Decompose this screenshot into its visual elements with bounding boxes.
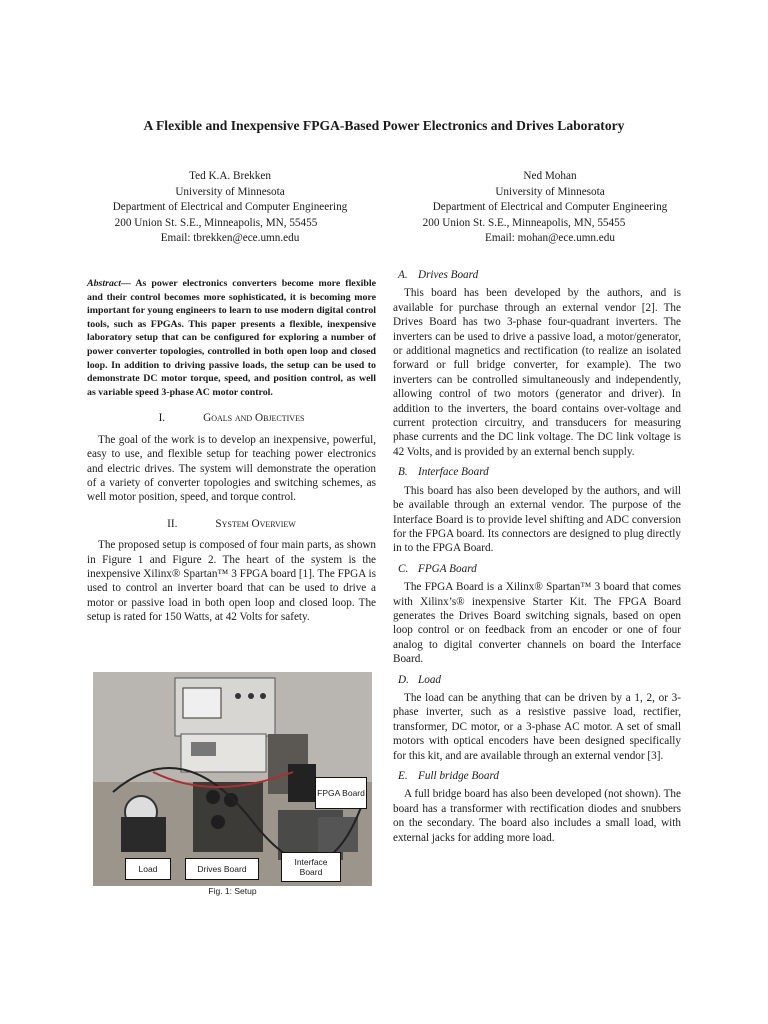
subsection-body-c: The FPGA Board is a Xilinx® Spartan™ 3 board that comes with Xilinx’s® inexpensive Starter Kit. The FPGA Board generates the Drives Board switching signals, based on open loop control or on feedback from an encoder or one of four analog to digital converter channels on board the Interface Board. (393, 581, 681, 666)
subsection-heading-e (398, 769, 681, 783)
subsection-letter: C. (398, 562, 409, 575)
label-fpga-board: FPGA Board (315, 777, 367, 809)
section-heading-1 (87, 411, 376, 425)
figure-caption: Fig. 1: Setup (208, 886, 257, 896)
left-column (87, 277, 376, 625)
subsection-heading-a (398, 268, 681, 282)
section-body-2: The proposed setup is composed of four main parts, as shown in Figure 1 and Figure 2. The heart of the system is the inexpensive Xilinx® Spartan™ 3 FPGA board [1]. The FPGA is used to control an inverter board that can be used to drive a motor or passive load in both open loop and closed loop. The setup is rated for 150 Watts, at 42 Volts for safety. (87, 539, 376, 624)
subsection-letter: A. (398, 269, 408, 281)
author-email: Email: mohan@ece.umn.edu (485, 232, 615, 245)
abstract-label: Abstract— (87, 278, 131, 289)
author-address: 200 Union St. S.E., Minneapolis, MN, 55455 (422, 216, 626, 229)
subsection-heading-d (398, 673, 681, 687)
paper-title: A Flexible and Inexpensive FPGA-Based Power Electronics and Drives Laboratory (143, 118, 625, 133)
subsection-heading-b (398, 465, 681, 479)
subsection-title: FPGA Board (418, 562, 477, 575)
subsection-body-a: This board has been developed by the authors, and is available for purchase through an external vendor [2]. The Drives Board has two 3-phase four-quadrant inverters. The inverters can be used to drive a passive load, a motor/generator, or additional magnetics and rectification (to realize an isolated forward or full bridge converter, for example). The two inverters can be controlled simultaneously and independently, allowing control of two motors (generator and driver). In addition to the inverters, the board contains over-voltage and current protection circuitry, and transducers for measuring phase currents and the DC link voltage. The DC link voltage is 42 Volts, and is provided by an external bench supply. (393, 287, 681, 458)
subsection-letter: E. (398, 770, 408, 782)
author-block-2 (390, 169, 710, 247)
author-department: Department of Electrical and Computer Engineering (432, 201, 668, 214)
author-email: Email: tbrekken@ece.umn.edu (160, 232, 300, 245)
section-body-1: The goal of the work is to develop an inexpensive, powerful, easy to use, and flexible setup for teaching power electronics and electric drives. The system will demonstrate the operation of a variety of converter topologies and switching schemes, as well motor position, speed, and torque control. (87, 433, 376, 504)
subsection-body-e: A full bridge board has also been developed (not shown). The board has a transformer with rectification diodes and snubbers on the secondary. The board also includes a small load, with external jacks for adding more load. (393, 788, 681, 844)
author-affiliation: University of Minnesota (175, 185, 285, 198)
author-affiliation: University of Minnesota (495, 185, 605, 198)
abstract-text: As power electronics converters become more flexible and their control becomes more sophisticated, it is becoming more important for young engineers to learn to use modern digital control tools, such as FPGAs. This paper presents a flexible, inexpensive laboratory setup that can be configured for exploring a number of power converter topologies, controlled in both open loop and closed loop. In addition to driving passive loads, the setup can be used to demonstrate DC motor torque, speed, and position control, as well as variable speed 3-phase AC motor control. (87, 278, 376, 398)
section-heading-2 (87, 517, 376, 531)
subsection-title: Full bridge Board (418, 770, 499, 782)
subsection-letter: D. (398, 673, 409, 686)
section-number: I. (158, 412, 166, 425)
label-interface-board: Interface Board (281, 852, 341, 882)
subsection-letter: B. (398, 466, 408, 479)
section-number: II. (167, 517, 178, 530)
subsection-title: Drives Board (418, 269, 479, 281)
subsection-title: Interface Board (418, 466, 489, 479)
label-drives-board: Drives Board (185, 858, 259, 880)
author-block-1 (70, 169, 390, 247)
setup-photo (93, 672, 372, 886)
section-title: Goals and Objectives (203, 412, 305, 425)
label-load: Load (125, 858, 171, 880)
abstract (87, 277, 376, 399)
subsection-body-b: This board has also been developed by the authors, and will be available through an external vendor. The purpose of the Interface Board is to provide level shifting and ADC conversion for the FPGA board. Its connectors are designed to plug directly in to the FPGA Board. (393, 484, 681, 555)
right-column (393, 268, 681, 845)
author-name: Ted K.A. Brekken (189, 170, 271, 182)
subsection-title: Load (418, 673, 442, 686)
author-address: 200 Union St. S.E., Minneapolis, MN, 55455 (114, 216, 318, 229)
section-title: System Overview (215, 517, 296, 530)
subsection-body-d: The load can be anything that can be driven by a 1, 2, or 3-phase inverter, such as a resistive passive load, rectifier, transformer, DC motor, or a 3-phase AC motor. A set of small motors with optical encoders have been designed specifically for this kit, and are available through an external vendor [3]. (393, 691, 681, 762)
subsection-heading-c (398, 562, 681, 576)
author-name: Ned Mohan (523, 170, 577, 182)
author-department: Department of Electrical and Computer Engineering (112, 201, 348, 214)
